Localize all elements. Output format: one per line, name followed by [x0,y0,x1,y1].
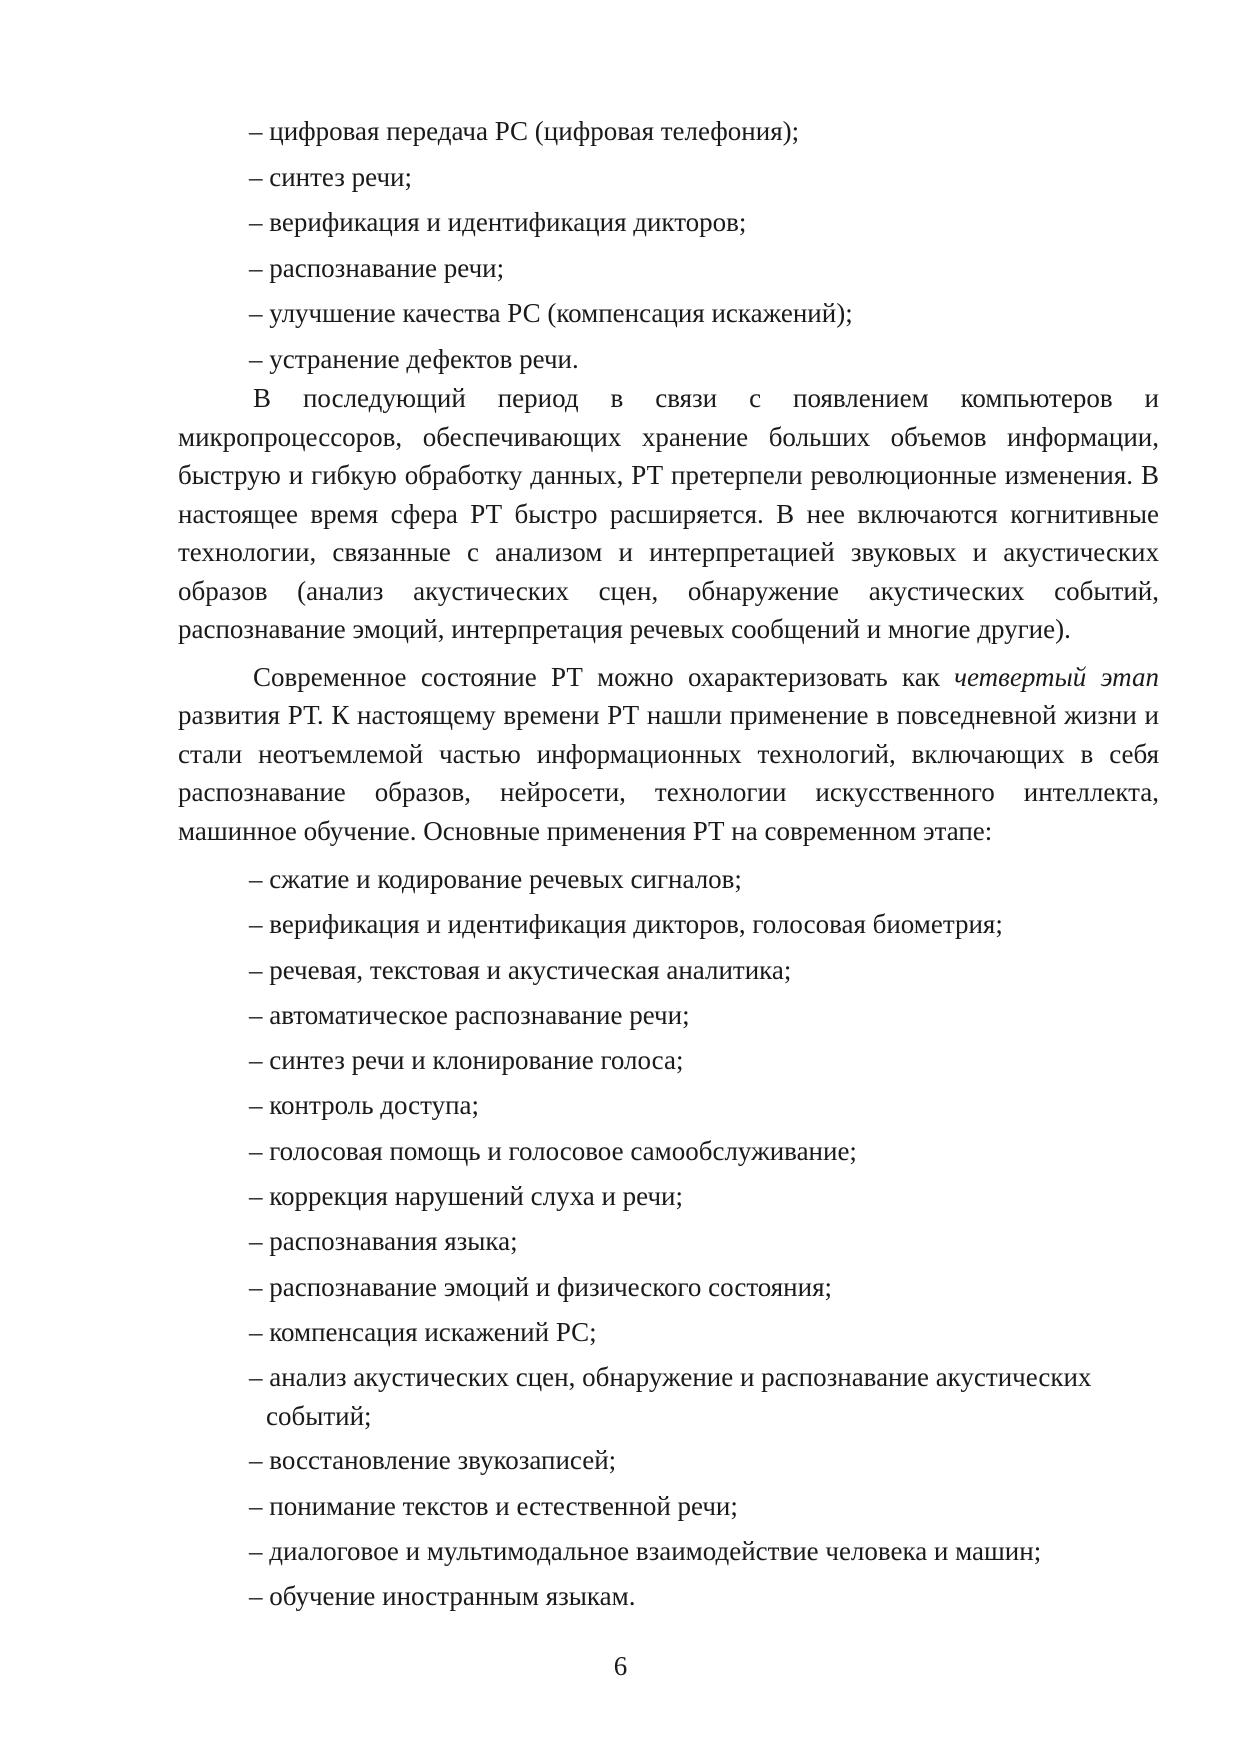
paragraph-text-start: Современное состояние РТ можно охарактеризовать как [253,661,955,692]
list-item: – распознавания языка; [249,1226,518,1257]
list-item: – сжатие и кодирование речевых сигналов; [249,864,742,894]
list-item: – речевая, текстовая и акустическая аналитика; [249,954,792,985]
list-item: – верификация и идентификация дикторов, голосовая биометрия; [249,909,1003,940]
modern-applications-list [178,860,1159,1622]
list-item: – синтез речи и клонирование голоса; [249,1045,684,1076]
list-item: – автоматическое распознавание речи; [249,999,690,1030]
list-item: – восстановление звукозаписей; [249,1445,617,1476]
list-item: – контроль доступа; [249,1090,480,1121]
paragraph-history: В последующий период в связи с появлением компьютеров и микропроцессоров, обеспечивающих хранение больших объемов информации, быструю и гибкую обработку данных, РТ претерпели революционные изменения. В настоящее время сфера РТ быстро расширяется. В нее включаются когнитивные технологии, связанные с анализом и интерпретацией звуковых и акустических образов (анализ акустических сцен, обнаружение акустических событий, распознавание эмоций, интерпретация речевых сообщений и многие другие). [178,383,1159,644]
list-item: – голосовая помощь и голосовое самообслуживание; [249,1135,857,1166]
list-item: – распознавание речи; [249,252,505,283]
list-item: – верификация и идентификация дикторов; [249,207,747,237]
paragraph-text-end: развития РТ. К настоящему времени РТ нашли применение в повседневной жизни и стали неотъемлемой частью информационных технологий, включающих в себя распознавание образов, нейросети, технологии искусственного интеллекта, машинное обучение. Основные применения РТ на современном этапе: [178,700,1159,846]
list-item: – анализ акустических сцен, обнаружение и распознавание акустических событий; [249,1362,1092,1431]
list-item: – распознавание эмоций и физического состояния; [249,1271,832,1302]
early-applications-list [178,112,1159,385]
list-item: – цифровая передача РС (цифровая телефония); [249,116,800,146]
list-item: – коррекция нарушений слуха и речи; [249,1181,683,1212]
list-item: – диалоговое и мультимодальное взаимодействие человека и машин; [249,1535,1042,1566]
main-text [178,112,1159,1622]
list-item: – понимание текстов и естественной речи; [249,1490,738,1521]
emphasized-term: четвертый этап [954,661,1159,692]
list-item: – синтез речи; [249,161,413,192]
list-item: – улучшение качества РС (компенсация искажений); [249,298,853,328]
list-item: – устранение дефектов речи. [249,343,579,374]
list-item: – компенсация искажений РС; [249,1316,597,1347]
page-number: 6 [613,1651,628,1681]
list-item: – обучение иностранным языкам. [249,1581,636,1612]
paragraph-current-state [178,658,1159,851]
